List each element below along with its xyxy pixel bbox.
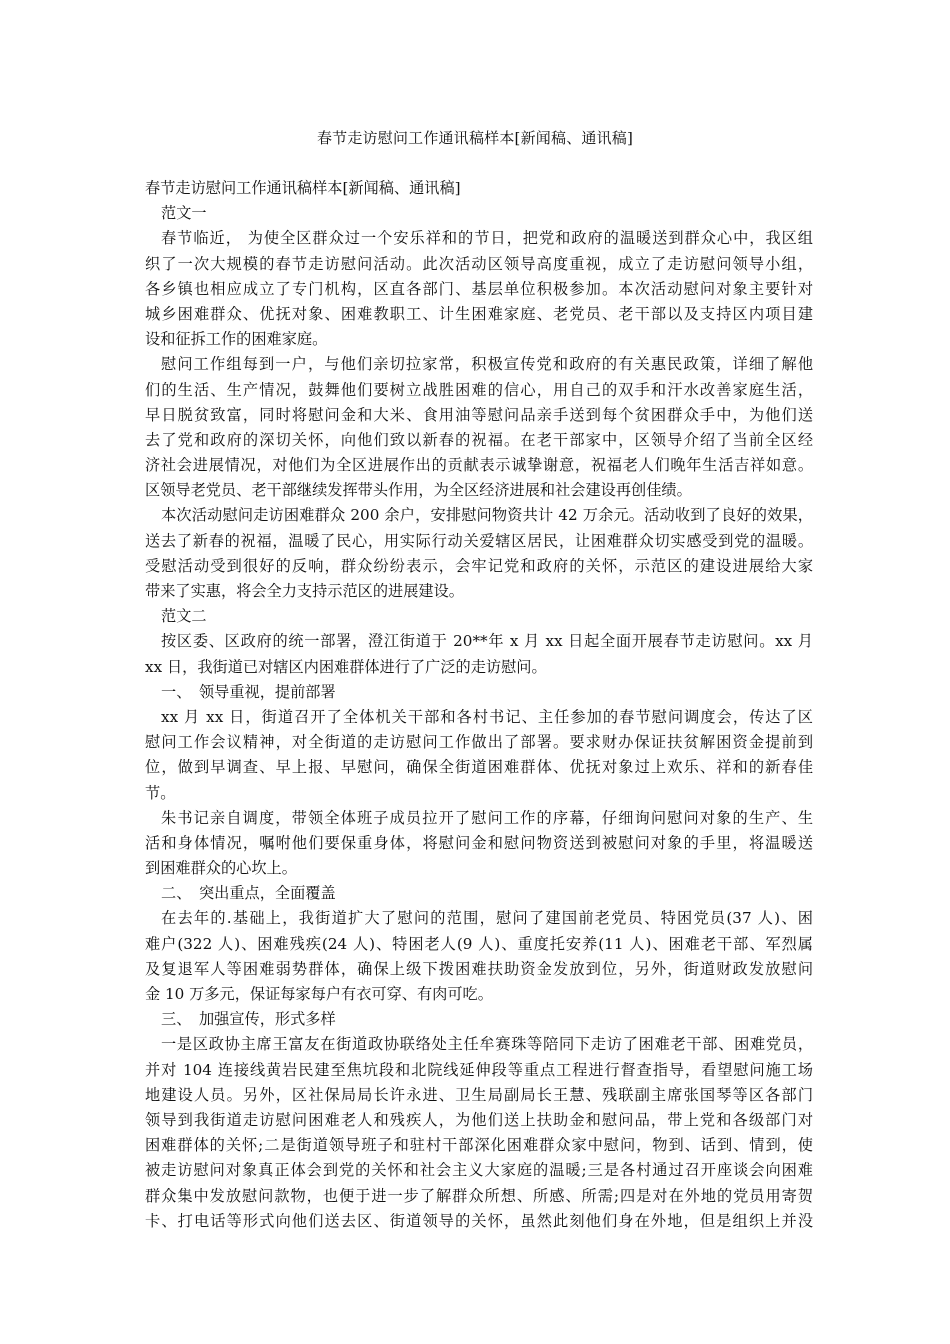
text-line: 难户(322 人)、困难残疾(24 人)、特困老人(9 人)、重度托安养(11 人)、困难老干部、军烈属	[145, 934, 813, 953]
text-line: 一、 领导重视，提前部署	[161, 682, 336, 701]
text-line: 按区委、区政府的统一部署，澄江街道于 20**年 x 月 xx 日起全面开展春节走访慰问。xx 月	[161, 632, 813, 651]
text-line: 群众集中发放慰问款物，也便于进一步了解群众所想、所感、所需;四是对在外地的党员用寄贺	[145, 1186, 813, 1205]
text-line: 困难群体的关怀;二是街道领导班子和驻村干部深化困难群众家中慰问，物到、话到、情到，使	[145, 1136, 813, 1155]
text-line: 一是区政协主席王富友在街道政协联络处主任牟赛珠等陪同下走访了困难老干部、困难党员，	[161, 1035, 813, 1054]
text-line: 区领导老党员、老干部继续发挥带头作用，为全区经济进展和社会建设再创佳绩。	[145, 481, 692, 500]
text-line: 范文一	[161, 204, 207, 223]
text-line: 活和身体情况，嘱咐他们要保重身体，将慰问金和慰问物资送到被慰问对象的手里，将温暖送	[145, 833, 813, 852]
text-line: 春节临近， 为使全区群众过一个安乐祥和的节日，把党和政府的温暖送到群众心中，我区组	[161, 229, 813, 248]
text-line: xx 日，我街道已对辖区内困难群体进行了广泛的走访慰问。	[145, 657, 547, 676]
text-line: 慰问工作组每到一户，与他们亲切拉家常，积极宣传党和政府的有关惠民政策，详细了解他	[161, 355, 813, 374]
text-line: 二、 突出重点，全面覆盖	[161, 884, 336, 903]
text-line: xx 月 xx 日，街道召开了全体机关干部和各村书记、主任参加的春节慰问调度会，传达了区	[161, 707, 813, 726]
text-line: 三、 加强宣传，形式多样	[161, 1010, 336, 1029]
text-line: 慰问工作会议精神，对全街道的走访慰问工作做出了部署。要求财办保证扶贫解困资金提前到	[145, 733, 813, 752]
text-line: 到困难群众的心坎上。	[145, 859, 297, 878]
text-line: 位，做到早调查、早上报、早慰问，确保全街道困难群体、优抚对象过上欢乐、祥和的新春佳	[145, 758, 813, 777]
text-line: 本次活动慰问走访困难群众 200 余户，安排慰问物资共计 42 万余元。活动收到了良好的效果，	[161, 506, 813, 525]
text-line: 金 10 万多元，保证每家每户有衣可穿、有肉可吃。	[145, 985, 493, 1003]
text-line: 在去年的.基础上，我街道扩大了慰问的范围，慰问了建国前老党员、特困党员(37 人)、困	[161, 909, 813, 928]
text-line: 朱书记亲自调度，带领全体班子成员拉开了慰问工作的序幕，仔细询问慰问对象的生产、生	[161, 808, 813, 827]
text-line: 织了一次大规模的春节走访慰问活动。此次活动区领导高度重视，成立了走访慰问领导小组，	[145, 254, 813, 273]
text-line: 并对 104 连接线黄岩民建至焦坑段和北院线延伸段等重点工程进行督查指导，看望慰问施工场	[145, 1060, 813, 1079]
text-line: 各乡镇也相应成立了专门机构，区直各部门、基层单位积极参加。本次活动慰问对象主要针对	[145, 279, 813, 298]
text-line: 领导到我街道走访慰问困难老人和残疾人，为他们送上扶助金和慰问品，带上党和各级部门对	[145, 1110, 813, 1129]
text-line: 送去了新春的祝福，温暖了民心，用实际行动关爱辖区居民，让困难群众切实感受到党的温暖。	[145, 531, 813, 550]
text-line: 春节走访慰问工作通讯稿样本[新闻稿、通讯稿]	[145, 179, 461, 197]
text-line: 及复退军人等困难弱势群体，确保上级下拨困难扶助资金发放到位，另外，街道财政发放慰问	[145, 959, 813, 978]
text-line: 早日脱贫致富，同时将慰问金和大米、食用油等慰问品亲手送到每个贫困群众手中，为他们送	[145, 405, 813, 424]
text-line: 去了党和政府的深切关怀，向他们致以新春的祝福。在老干部家中，区领导介绍了当前全区经	[145, 430, 813, 449]
text-line: 们的生活、生产情况，鼓舞他们要树立战胜困难的信心，用自己的双手和汗水改善家庭生活，	[145, 380, 813, 399]
document-body	[145, 176, 813, 1234]
text-line: 带来了实惠，将会全力支持示范区的进展建设。	[145, 582, 464, 600]
text-line: 济社会进展情况，对他们为全区进展作出的贡献表示诚挚谢意，祝福老人们晚年生活吉祥如意。	[145, 456, 813, 475]
text-line: 地建设人员。另外，区社保局局长许永进、卫生局副局长王慧、残联副主席张国琴等区各部门	[145, 1085, 813, 1104]
text-line: 设和征拆工作的困难家庭。	[145, 330, 328, 349]
text-line: 节。	[145, 783, 176, 802]
text-line: 范文二	[161, 607, 207, 626]
text-line: 被走访慰问对象真正体会到党的关怀和社会主义大家庭的温暖;三是各村通过召开座谈会向困难	[145, 1161, 813, 1180]
text-line: 城乡困难群众、优抚对象、困难教职工、计生困难家庭、老党员、老干部以及支持区内项目建	[145, 304, 813, 323]
document-title: 春节走访慰问工作通讯稿样本[新闻稿、通讯稿]	[316, 129, 634, 147]
text-line: 受慰活动受到很好的反响，群众纷纷表示，会牢记党和政府的关怀，示范区的建设进展给大家	[145, 556, 813, 575]
text-line: 卡、打电话等形式向他们送去区、街道领导的关怀，虽然此刻他们身在外地，但是组织上并没	[145, 1211, 813, 1230]
